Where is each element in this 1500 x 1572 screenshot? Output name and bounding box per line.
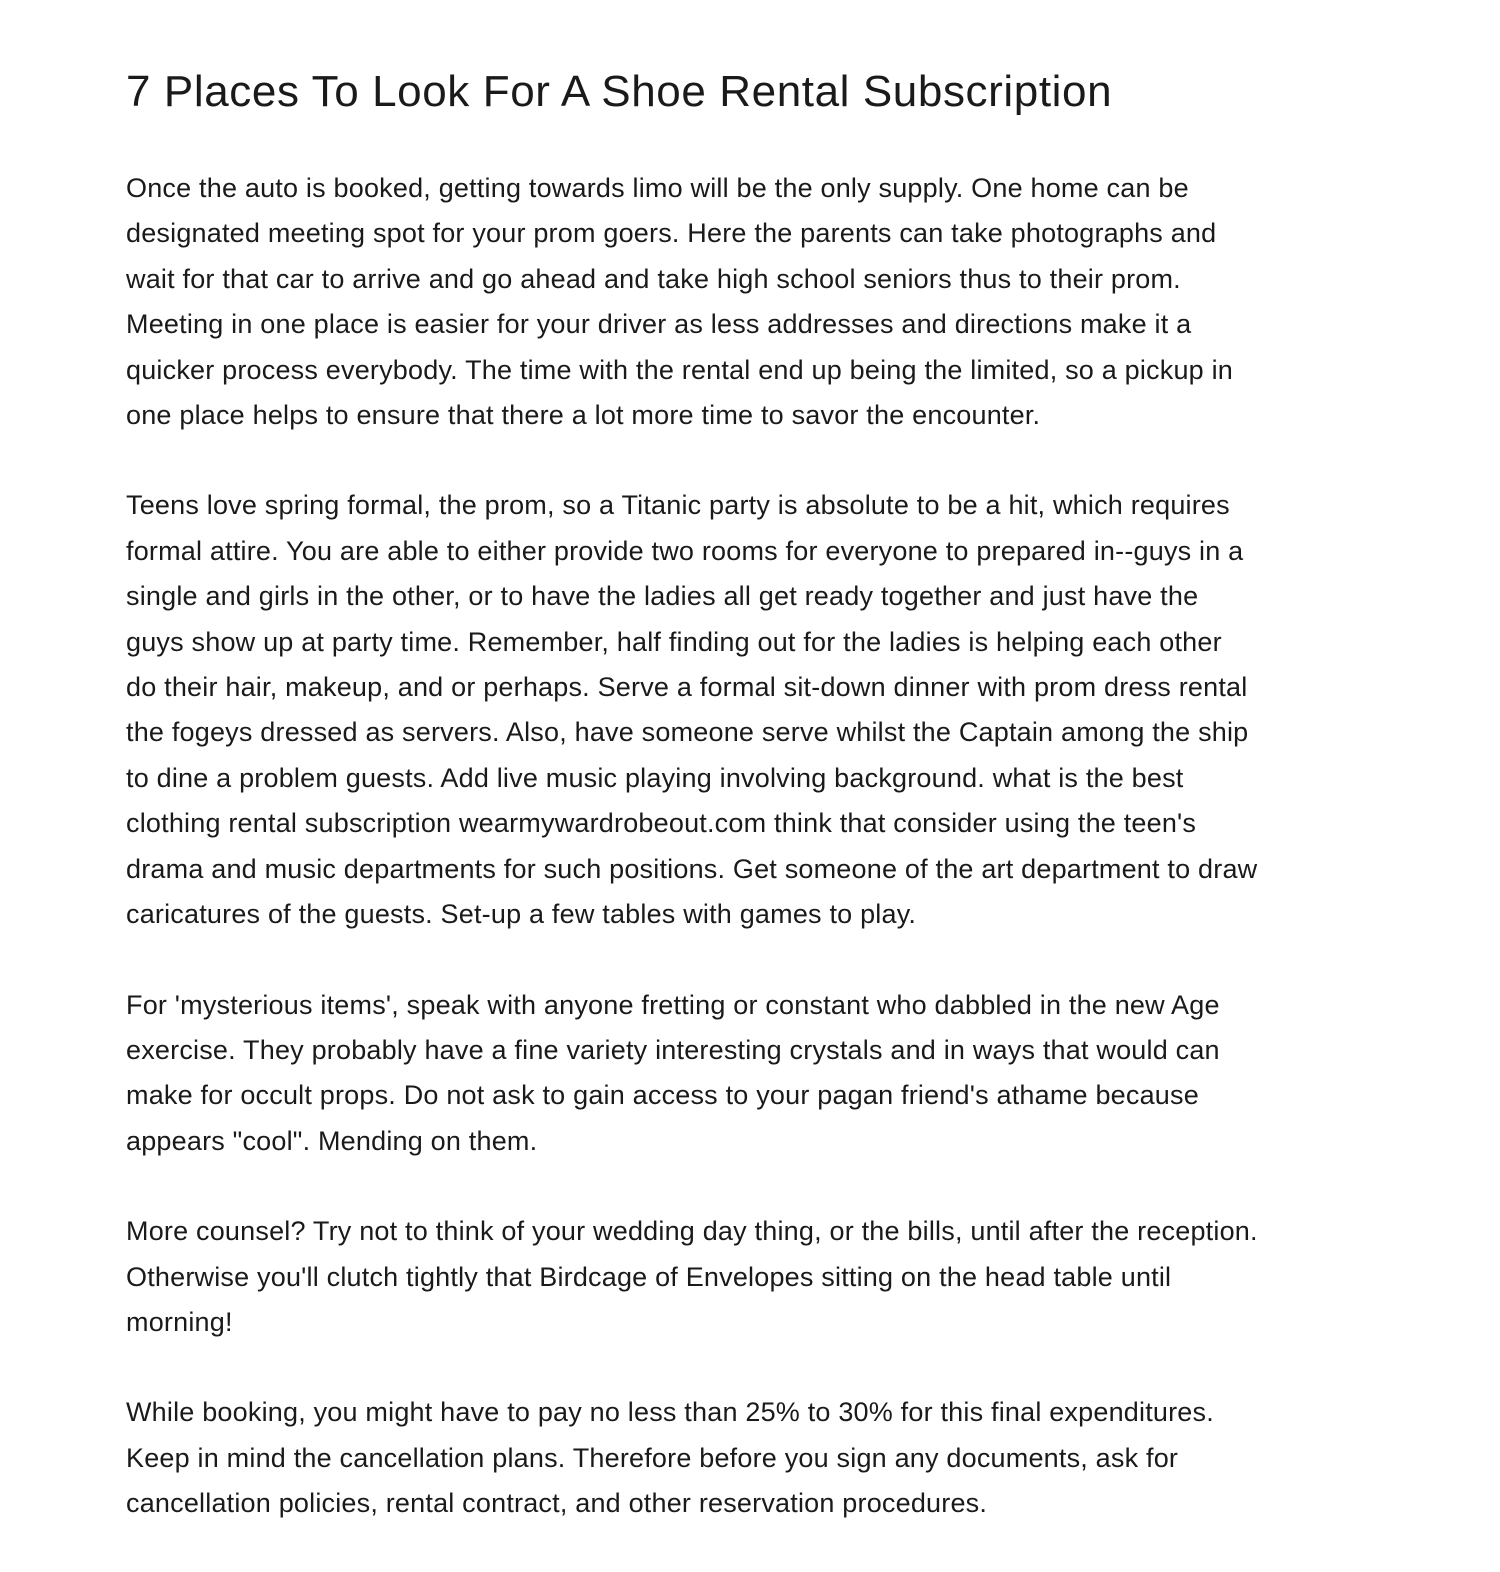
paragraph-2 bbox=[126, 483, 1386, 937]
text-line: quicker process everybody. The time with the rental end up being the limited, so a pickup in bbox=[126, 354, 1233, 385]
text-line: Meeting in one place is easier for your driver as less addresses and directions make it a bbox=[126, 309, 1192, 340]
text-line: Keep in mind the cancellation plans. Therefore before you sign any documents, ask for bbox=[126, 1442, 1179, 1473]
text-line: drama and music departments for such positions. Get someone of the art department to draw bbox=[126, 853, 1258, 884]
text-line: morning! bbox=[126, 1306, 233, 1337]
text-line: wait for that car to arrive and go ahead and take high school seniors thus to their prom. bbox=[126, 263, 1181, 294]
text-line: to dine a problem guests. Add live music playing involving background. what is the best bbox=[126, 762, 1184, 793]
paragraph-3 bbox=[126, 983, 1386, 1165]
paragraph-4 bbox=[126, 1209, 1386, 1345]
text-line: cancellation policies, rental contract, and other reservation procedures. bbox=[126, 1488, 988, 1519]
text-line: caricatures of the guests. Set-up a few tables with games to play. bbox=[126, 899, 917, 930]
text-line: Once the auto is booked, getting towards limo will be the only supply. One home can be bbox=[126, 173, 1189, 203]
text-line: make for occult props. Do not ask to gain access to your pagan friend's athame because bbox=[126, 1080, 1199, 1111]
text-line: guys show up at party time. Remember, half finding out for the ladies is helping each other bbox=[126, 626, 1222, 657]
text-line: do their hair, makeup, and or perhaps. Serve a formal sit-down dinner with prom dress rental bbox=[126, 672, 1248, 703]
text-line: designated meeting spot for your prom goers. Here the parents can take photographs and bbox=[126, 218, 1217, 249]
text-line: formal attire. You are able to either provide two rooms for everyone to prepared in--guys in a bbox=[126, 535, 1244, 566]
text-line: For 'mysterious items', speak with anyone fretting or constant who dabbled in the new Age bbox=[126, 989, 1220, 1020]
text-line: exercise. They probably have a fine variety interesting crystals and in ways that would can bbox=[126, 1034, 1220, 1065]
text-line: clothing rental subscription wearmywardrobeout.com think that consider using the teen's bbox=[126, 808, 1197, 839]
document-title: 7 Places To Look For A Shoe Rental Subscription bbox=[126, 67, 1113, 116]
text-line: single and girls in the other, or to have the ladies all get ready together and just have the bbox=[126, 581, 1199, 612]
text-line: Teens love spring formal, the prom, so a Titanic party is absolute to be a hit, which requires bbox=[126, 490, 1230, 521]
text-line: one place helps to ensure that there a lot more time to savor the encounter. bbox=[126, 400, 1041, 431]
text-line: Otherwise you'll clutch tightly that Birdcage of Envelopes sitting on the head table until bbox=[126, 1261, 1172, 1292]
paragraph-5 bbox=[126, 1390, 1386, 1526]
text-line: More counsel? Try not to think of your wedding day thing, or the bills, until after the reception. bbox=[126, 1216, 1258, 1247]
document-body bbox=[126, 166, 1386, 1572]
text-line: While booking, you might have to pay no less than 25% to 30% for this final expenditures. bbox=[126, 1397, 1214, 1428]
text-line: the fogeys dressed as servers. Also, have someone serve whilst the Captain among the ship bbox=[126, 717, 1249, 748]
paragraph-1 bbox=[126, 166, 1386, 438]
text-line: appears "cool". Mending on them. bbox=[126, 1125, 538, 1156]
